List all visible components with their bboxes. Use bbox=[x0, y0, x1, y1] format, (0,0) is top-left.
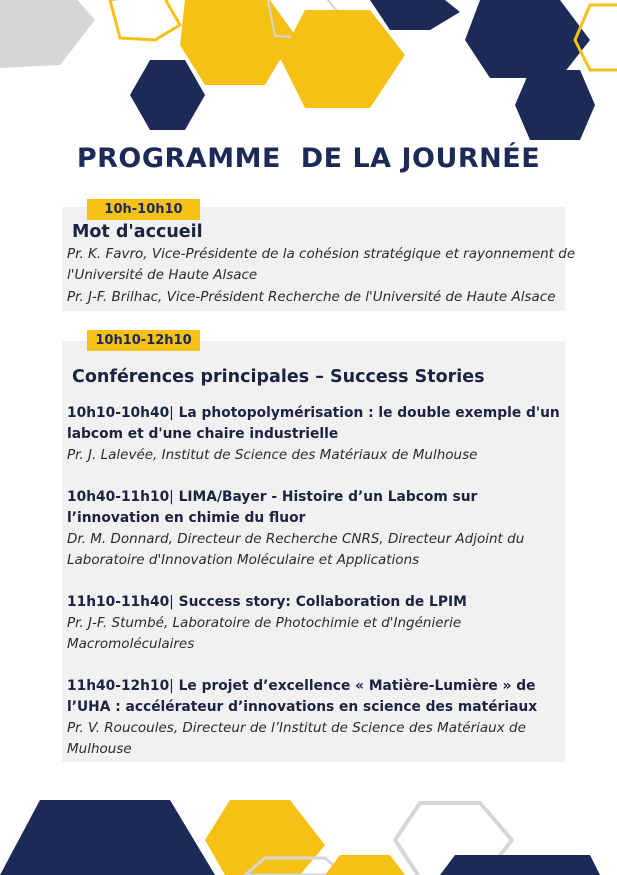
talk-title-line bbox=[67, 594, 467, 610]
separator: | bbox=[169, 594, 174, 610]
speaker-line: Laboratoire d'Innovation Moléculaire et Applications bbox=[67, 552, 420, 568]
talk-title-line bbox=[67, 489, 477, 505]
talk-title: Success story: Collaboration de LPIM bbox=[173, 594, 467, 610]
navy-hexagon-bottom-left bbox=[0, 800, 215, 875]
navy-hexagon-bottom-right bbox=[440, 855, 600, 875]
navy-hexagon-top-right bbox=[465, 0, 590, 78]
welcome-heading: Mot d'accueil bbox=[72, 222, 203, 242]
yellow-outline-hexagon-right bbox=[575, 5, 617, 70]
speaker-line: Dr. M. Donnard, Directeur de Recherche CNRS, Directeur Adjoint du bbox=[67, 531, 525, 547]
talk-title-line bbox=[67, 678, 535, 694]
navy-hexagon-top-center bbox=[370, 0, 460, 30]
talk-title-line: l’innovation en chimie du fluor bbox=[67, 510, 306, 526]
separator: | bbox=[169, 678, 174, 694]
talk-title: LIMA/Bayer - Histoire d’un Labcom sur bbox=[173, 489, 478, 505]
yellow-hexagon-1 bbox=[180, 0, 295, 85]
speaker-line: Mulhouse bbox=[67, 741, 132, 757]
separator: | bbox=[169, 489, 174, 505]
speaker-line: Pr. K. Favro, Vice-Présidente de la cohésion stratégique et rayonnement de bbox=[67, 246, 576, 262]
separator: | bbox=[169, 405, 174, 421]
navy-hexagon-right bbox=[515, 70, 595, 140]
speaker-line: Pr. V. Roucoules, Directeur de l’Institut de Science des Matériaux de bbox=[67, 720, 526, 736]
yellow-outline-hexagon bbox=[110, 0, 180, 40]
talk-time: 11h10-11h40 bbox=[67, 594, 170, 610]
yellow-hexagon-bottom-small bbox=[325, 855, 405, 875]
yellow-hexagon-bottom bbox=[205, 800, 325, 875]
grey-outline-hexagon-top bbox=[268, 0, 340, 38]
speaker-line: Pr. J-F. Brilhac, Vice-Président Recherche de l'Université de Haute Alsace bbox=[67, 289, 556, 305]
talk-title-line: l’UHA : accélérateur d’innovations en science des matériaux bbox=[67, 699, 538, 715]
grey-outline-hexagon-bottom-small bbox=[245, 858, 345, 875]
speaker-line: Pr. J-F. Stumbé, Laboratoire de Photochimie et d'Ingénierie bbox=[67, 615, 462, 631]
grey-hexagon-top-left bbox=[0, 0, 95, 68]
talk-title-line bbox=[67, 405, 560, 421]
time-badge-conferences: 10h10-12h10 bbox=[87, 330, 200, 351]
talk-title: Le projet d’excellence « Matière-Lumière » de bbox=[173, 678, 536, 694]
talk-title: La photopolymérisation : le double exemple d'un bbox=[173, 405, 560, 421]
speaker-line: Macromoléculaires bbox=[67, 636, 195, 652]
page-title: PROGRAMME DE LA JOURNÉE bbox=[76, 143, 541, 174]
yellow-hexagon-2 bbox=[280, 10, 405, 108]
talk-title-line: labcom et d'une chaire industrielle bbox=[67, 426, 339, 442]
conferences-heading: Conférences principales – Success Stories bbox=[72, 367, 485, 387]
grey-outline-hexagon-bottom-right bbox=[395, 803, 512, 875]
navy-hexagon-small-left bbox=[130, 60, 205, 130]
time-badge-welcome: 10h-10h10 bbox=[87, 199, 200, 220]
speaker-line: l'Université de Haute Alsace bbox=[67, 267, 258, 283]
talk-time: 10h10-10h40 bbox=[67, 405, 170, 421]
speaker-line: Pr. J. Lalevée, Institut de Science des Matériaux de Mulhouse bbox=[67, 447, 478, 463]
talk-time: 10h40-11h10 bbox=[67, 489, 170, 505]
talk-time: 11h40-12h10 bbox=[67, 678, 170, 694]
